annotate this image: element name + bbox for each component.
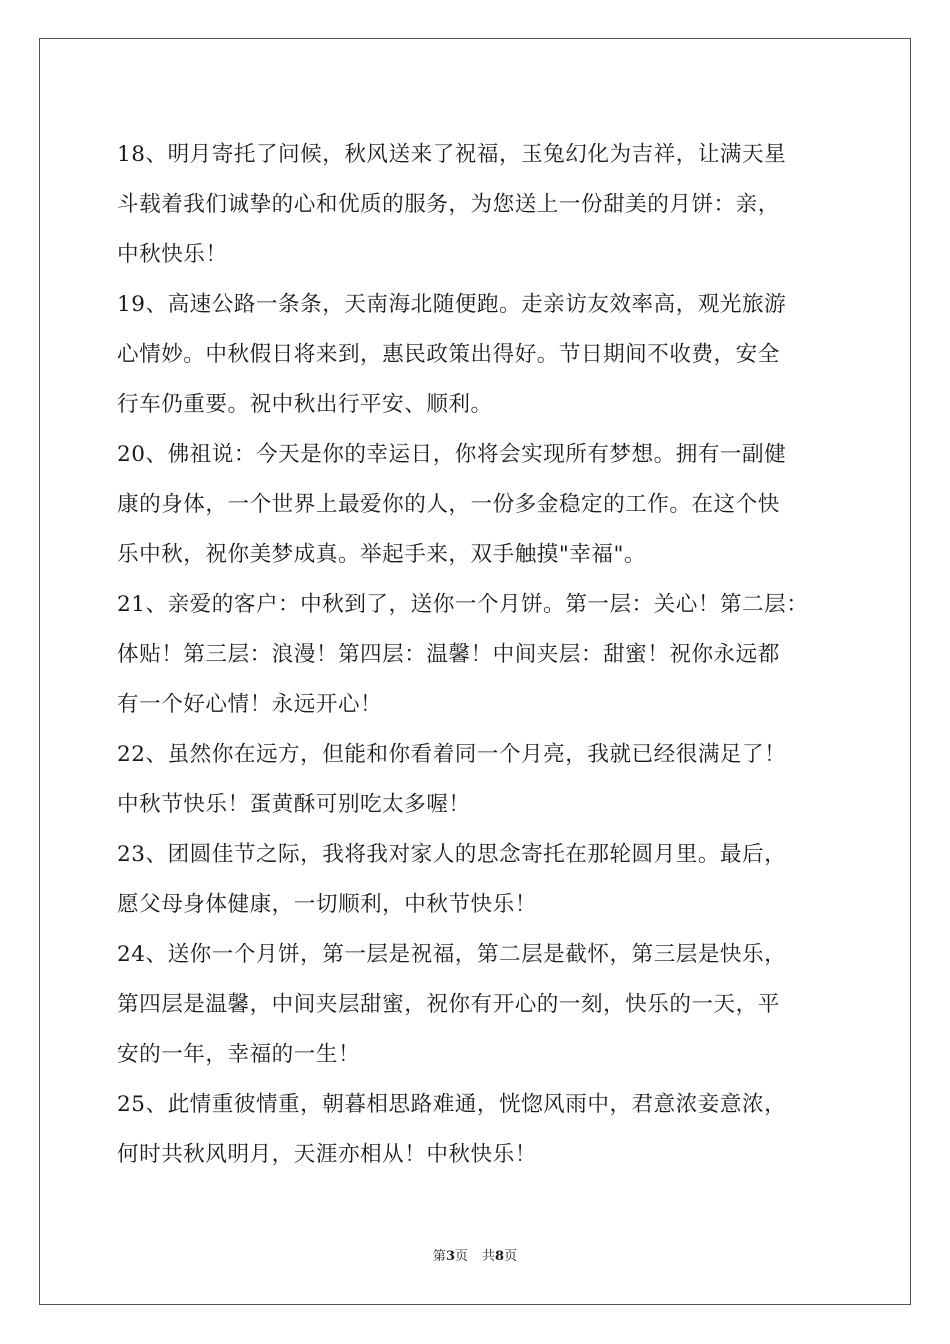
total-pages: 8 xyxy=(495,1249,505,1264)
page-number: 3 xyxy=(445,1249,455,1264)
paragraph-21: 21、亲爱的客户：中秋到了，送你一个月饼。第一层：关心！第二层： 体贴！第三层：浪漫！第四层：温馨！中间夹层：甜蜜！祝你永远都 有一个好心情！永远开心！ xyxy=(117,592,809,717)
paragraph-19: 19、高速公路一条条，天南海北随便跑。走亲访友效率高，观光旅游 心情妙。中秋假日将来到，惠民政策出得好。节日期间不收费，安全 行车仍重要。祝中秋出行平安、顺利。 xyxy=(117,292,787,417)
paragraph-22: 22、虽然你在远方，但能和你看着同一个月亮，我就已经很满足了！ 中秋节快乐！蛋黄酥可别吃太多喔！ xyxy=(117,742,787,817)
paragraph-23: 23、团圆佳节之际，我将我对家人的思念寄托在那轮圆月里。最后， 愿父母身体健康，一切顺利，中秋节快乐！ xyxy=(117,842,787,917)
document-body xyxy=(117,130,837,1180)
paragraph-24: 24、送你一个月饼，第一层是祝福，第二层是截怀，第三层是快乐， 第四层是温馨，中间夹层甜蜜，祝你有开心的一刻，快乐的一天，平 安的一年，幸福的一生！ xyxy=(117,942,787,1067)
total-suffix: 页 xyxy=(504,1249,518,1264)
paragraph-20: 20、佛祖说：今天是你的幸运日，你将会实现所有梦想。拥有一副健 康的身体，一个世界上最爱你的人，一份多金稳定的工作。在这个快 乐中秋，祝你美梦成真。举起手来，双手触摸"幸福"。 xyxy=(117,442,787,567)
paragraph-25: 25、此情重彼情重，朝暮相思路难通，恍惚风雨中，君意浓妾意浓， 何时共秋风明月，天涯亦相从！中秋快乐！ xyxy=(117,1092,787,1167)
page-suffix: 页 xyxy=(454,1249,468,1264)
paragraph-18: 18、明月寄托了问候，秋风送来了祝福，玉兔幻化为吉祥，让满天星 斗载着我们诚挚的心和优质的服务，为您送上一份甜美的月饼：亲， 中秋快乐！ xyxy=(117,142,787,267)
page-prefix: 第 xyxy=(432,1249,446,1264)
page-footer xyxy=(0,1247,950,1267)
total-prefix: 共 xyxy=(482,1249,496,1264)
